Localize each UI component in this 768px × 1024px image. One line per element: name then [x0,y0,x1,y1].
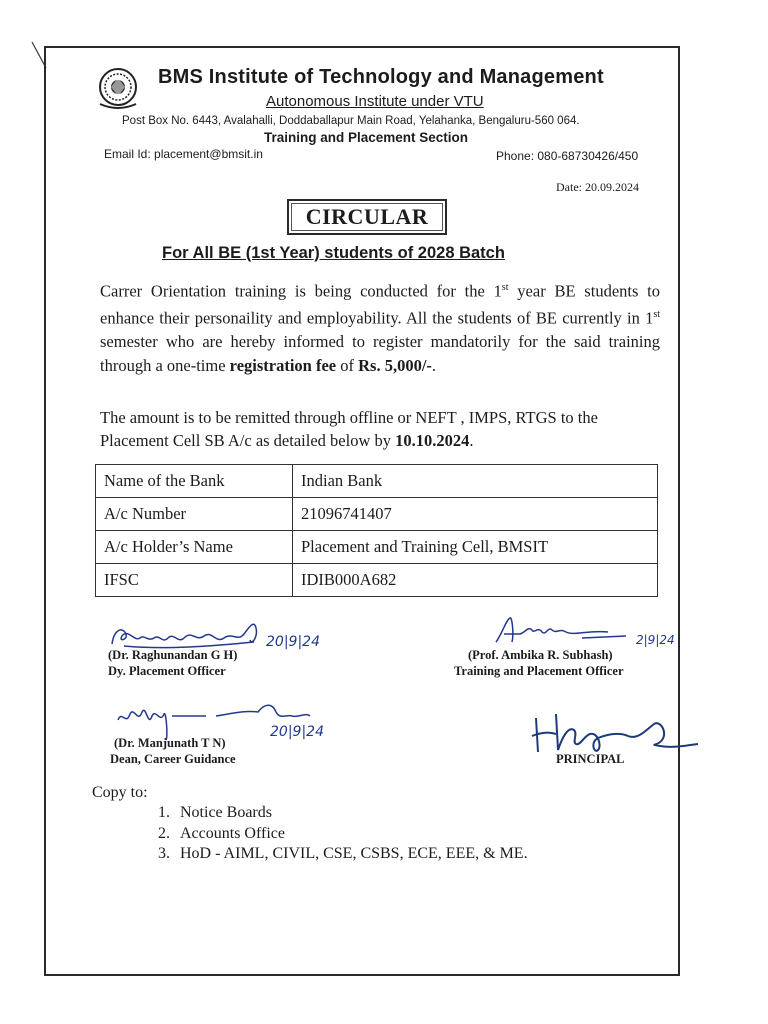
list-item-text: HoD - AIML, CIVIL, CSE, CSBS, ECE, EEE, & ME. [180,845,528,862]
phone-number: Phone: 080-68730426/450 [496,149,639,163]
signatory-1-title: Dy. Placement Officer [108,664,226,678]
bank-value: IDIB000A682 [293,564,658,597]
p2-text-end: . [469,431,474,450]
autonomous-status: Autonomous Institute under VTU [266,93,484,110]
p1-sup-2: st [653,309,660,320]
institute-name: BMS Institute of Technology and Management [158,66,604,88]
p1-text-c: semester who are hereby informed to register mandatorily for the said training through a one-time [100,332,660,375]
copy-to-label: Copy to: [92,784,148,801]
bank-label: IFSC [96,564,293,597]
copy-to-list [158,803,528,865]
signature-date-2: 2|9|24 [636,633,675,647]
p1-text-mid: of [336,355,359,375]
list-item-number: 2. [158,824,170,842]
signatory-2-name: (Prof. Ambika R. Subhash) [468,648,613,662]
signatory-4-title: PRINCIPAL [556,752,625,766]
list-item [158,803,528,824]
list-item [158,824,528,845]
bank-label: A/c Holder’s Name [96,531,293,564]
p2-deadline: 10.10.2024 [395,431,470,450]
signatory-3-name: (Dr. Manjunath T N) [114,736,226,750]
p1-sup-1: st [501,282,509,293]
bank-label: Name of the Bank [96,465,293,498]
bank-label: A/c Number [96,498,293,531]
list-item [158,844,528,865]
signature-date-1: 20|9|24 [266,634,320,650]
institute-logo-icon [96,66,148,112]
circular-title: CIRCULAR [305,204,429,229]
body-paragraph-2 [100,406,660,452]
list-item-text: Accounts Office [180,824,285,842]
table-row [96,531,658,564]
list-item-text: Notice Boards [180,804,272,821]
section-name: Training and Placement Section [264,130,469,145]
bank-details-table [95,464,658,597]
table-row [96,498,658,531]
p1-text-a: Carrer Orientation training is being conducted for the 1 [100,281,502,301]
bank-value: Indian Bank [293,465,658,498]
signature-date-3: 20|9|24 [270,724,324,740]
signature-principal [528,710,708,756]
circular-subtitle: For All BE (1st Year) students of 2028 Batch [162,244,505,262]
institute-address: Post Box No. 6443, Avalahalli, Doddaballapur Main Road, Yelahanka, Bengaluru-560 064. [122,115,580,127]
p1-text-end: . [431,355,437,375]
bank-value: Placement and Training Cell, BMSIT [293,531,658,564]
p1-bold-fee-amount: Rs. 5,000/- [358,355,432,375]
p2-text-a: The amount is to be remitted through offline or NEFT , IMPS, RTGS to the Placement Cell SB A/c as detailed below by [100,408,598,450]
signature-ambika [490,612,695,652]
table-row [96,465,658,498]
signatory-2-title: Training and Placement Officer [454,664,624,678]
p1-bold-fee-label: registration fee [229,355,337,375]
signatory-3-title: Dean, Career Guidance [110,752,236,766]
list-item-number: 3. [158,845,170,862]
table-row [96,564,658,597]
circular-date: Date: 20.09.2024 [556,180,639,194]
body-paragraph-1 [100,276,660,377]
email-id: Email Id: placement@bmsit.in [104,147,263,161]
p1-text-b: year BE students to enhance their personaility and employability. All the students of BE currently in 1 [100,281,660,328]
list-item-number: 1. [158,804,170,821]
signatory-1-name: (Dr. Raghunandan G H) [108,648,238,662]
bank-value: 21096741407 [293,498,658,531]
